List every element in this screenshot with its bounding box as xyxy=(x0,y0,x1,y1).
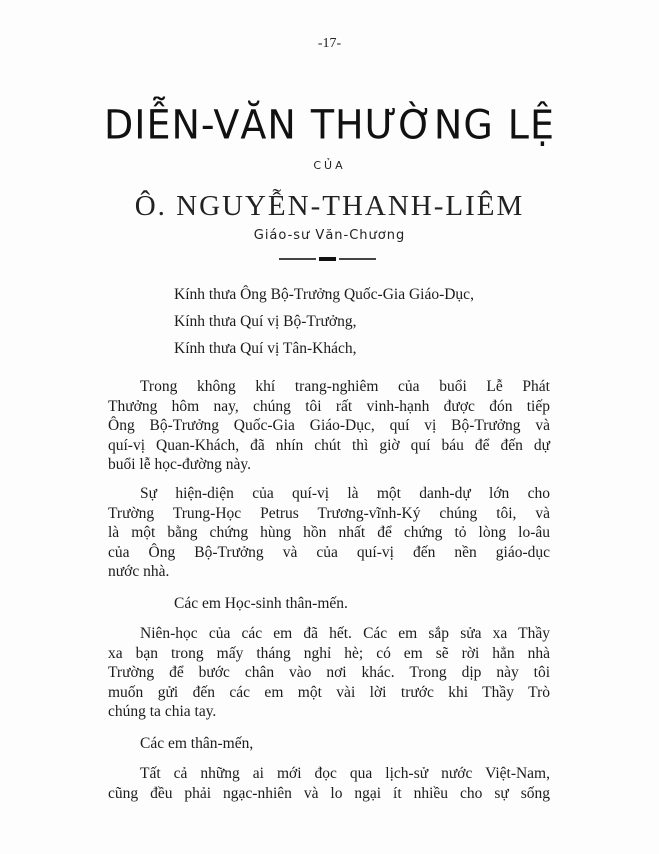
paragraph-line: xa bạn trong mấy tháng nghỉ hè; có em sẽ rời hẳn nhà xyxy=(108,644,550,662)
address-students: Các em Học-sinh thân-mến. xyxy=(174,595,348,612)
paragraph-line: Tất cả những ai mới đọc qua lịch-sử nước Việt-Nam, xyxy=(140,765,550,782)
author-name: Ô. NGUYỄN-THANH-LIÊM xyxy=(134,190,525,222)
paragraph-line: nước nhà. xyxy=(108,563,170,580)
title-word-dien-van: DIỄN-VĂN xyxy=(104,101,297,149)
paragraph-line: chúng ta chia tay. xyxy=(108,703,217,720)
title-word-le: LỆ xyxy=(507,101,555,149)
divider-right-line xyxy=(339,258,376,260)
paragraph-line: Trường Trung-Học Petrus Trương-vĩnh-Ký chúng tôi, và xyxy=(108,504,550,522)
paragraph-line: Ông Bộ-Trưởng Quốc-Gia Giáo-Dục, quí vị Bộ-Trưởng và xyxy=(108,417,550,434)
divider-left-line xyxy=(279,258,316,260)
paragraph-line: Trong không khí trang-nghiêm của buổi Lễ Phát xyxy=(140,378,550,395)
author-role: Giáo-sư Văn-Chương xyxy=(253,228,406,243)
paragraph-presence xyxy=(108,484,550,582)
speech-title xyxy=(0,102,659,148)
paragraph-line: Niên-học của các em đã hết. Các em sắp sửa xa Thầy xyxy=(140,625,550,642)
paragraph-line: Thưởng hôm nay, chúng tôi rất vinh-hạnh được đón tiếp xyxy=(108,397,550,415)
paragraph-line: là một bằng chứng hùng hồn nhất để chứng tỏ lòng lo-âu xyxy=(108,524,550,541)
title-of-label: CỦA xyxy=(313,159,346,172)
page-number: -17- xyxy=(317,36,342,51)
paragraph-line: quí-vị Quan-Khách, đã nhín chút thì giờ quí báu để đến dự xyxy=(108,436,550,454)
paragraph-line: muốn gửi đến các em một vài lời trước khi Thầy Trò xyxy=(108,683,550,701)
paragraph-school-year xyxy=(108,624,550,722)
salutation-line: Kính thưa Quí vị Tân-Khách, xyxy=(174,340,357,357)
paragraph-history xyxy=(108,764,550,803)
title-word-thuong: THƯỜNG xyxy=(310,101,494,149)
divider-center-bar xyxy=(319,257,336,261)
paragraph-line: buổi lễ học-đường này. xyxy=(108,456,252,473)
paragraph-line: Trường để bước chân vào nơi khác. Trong dịp này tôi xyxy=(108,664,550,681)
salutation-line: Kính thưa Quí vị Bộ-Trưởng, xyxy=(174,313,357,330)
salutation-line: Kính thưa Ông Bộ-Trưởng Quốc-Gia Giáo-Dục, xyxy=(174,286,474,303)
paragraph-line: Sự hiện-diện của quí-vị là một danh-dự lớn cho xyxy=(140,485,550,502)
decorative-divider xyxy=(279,257,379,261)
paragraph-line: của Ông Bộ-Trưởng và của quí-vị đến nền giáo-dục xyxy=(108,543,550,561)
paragraph-line: cũng đều phải ngạc-nhiên và lo ngại ít nhiều cho sự sống xyxy=(108,784,550,802)
address-dear-students: Các em thân-mến, xyxy=(140,735,254,752)
paragraph-welcome xyxy=(108,377,550,475)
